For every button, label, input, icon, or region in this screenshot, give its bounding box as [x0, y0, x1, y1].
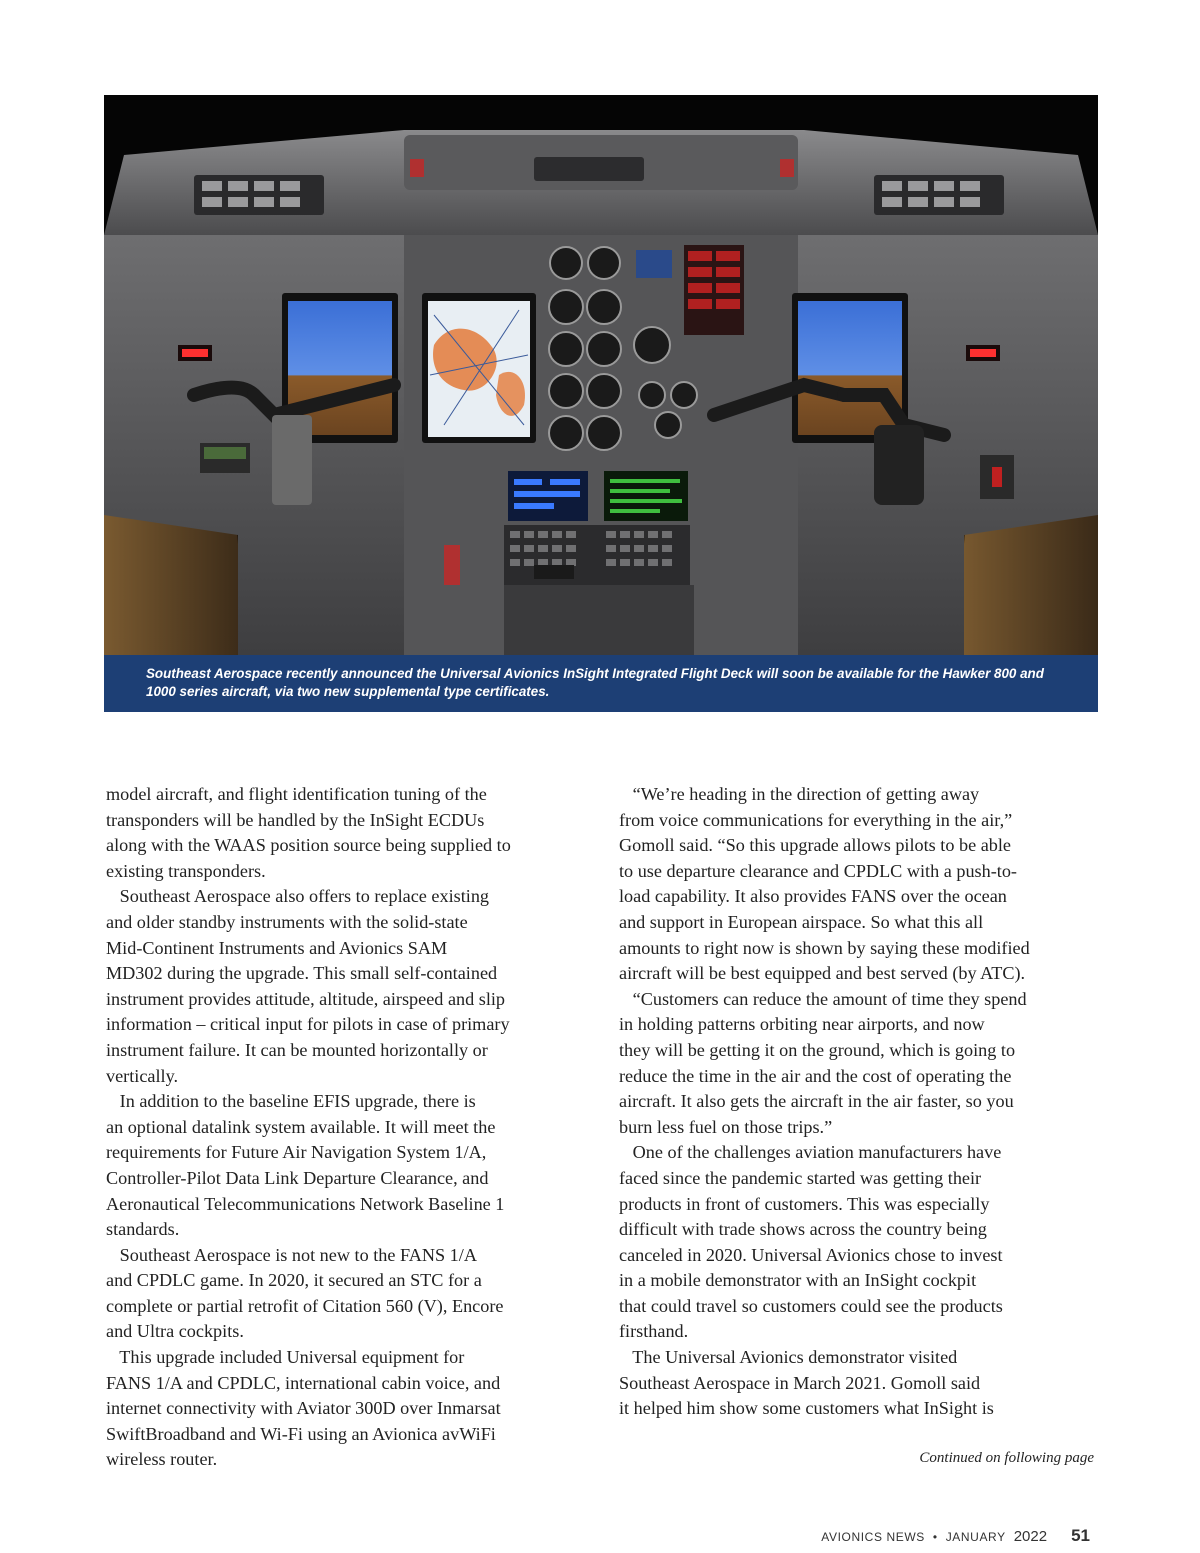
text-line: “We’re heading in the direction of getting away: [619, 784, 980, 804]
text-line: internet connectivity with Aviator 300D over Inmarsat: [106, 1398, 501, 1419]
text-line: canceled in 2020. Universal Avionics chose to invest: [619, 1244, 1003, 1265]
continued-note: Continued on following page: [919, 1450, 1094, 1466]
text-line: load capability. It also provides FANS over the ocean: [619, 886, 1007, 907]
text-line: burn less fuel on those trips.”: [619, 1116, 833, 1137]
text-line: in a mobile demonstrator with an InSight cockpit: [619, 1270, 977, 1291]
caption-line: 1000 series aircraft, via two new supplemental type certificates.: [146, 684, 550, 699]
text-line: and CPDLC game. In 2020, it secured an STC for a: [106, 1270, 482, 1291]
text-line: Mid-Continent Instruments and Avionics SAM: [106, 937, 448, 958]
publication-name: AVIONICS NEWS: [821, 1530, 925, 1544]
text-line: faced since the pandemic started was getting their: [619, 1167, 982, 1188]
text-line: an optional datalink system available. It will meet the: [106, 1116, 496, 1137]
text-line: transponders will be handled by the InSight ECDUs: [106, 809, 485, 830]
text-line: it helped him show some customers what InSight is: [619, 1398, 994, 1419]
page-number: 51: [1071, 1526, 1090, 1545]
text-line: In addition to the baseline EFIS upgrade, there is: [106, 1091, 476, 1112]
text-line: and support in European airspace. So what this all: [619, 911, 984, 932]
text-line: Gomoll said. “So this upgrade allows pilots to be able: [619, 835, 1011, 856]
text-line: standards.: [106, 1219, 180, 1240]
text-line: in holding patterns orbiting near airports, and now: [619, 1014, 985, 1035]
text-line: Controller-Pilot Data Link Departure Clearance, and: [106, 1167, 489, 1188]
text-line: they will be getting it on the ground, which is going to: [619, 1039, 1016, 1060]
text-line: complete or partial retrofit of Citation 560 (V), Encore: [106, 1295, 504, 1316]
text-line: along with the WAAS position source being supplied to: [106, 835, 511, 856]
text-line: vertically.: [106, 1065, 179, 1086]
text-line: wireless router.: [106, 1449, 218, 1470]
issue-month: JANUARY: [945, 1530, 1006, 1544]
article-column-left: [106, 782, 584, 1473]
photo-caption: [104, 655, 1098, 712]
text-line: “Customers can reduce the amount of time they spend: [619, 988, 1027, 1009]
cockpit-photo: [104, 95, 1098, 655]
text-line: to use departure clearance and CPDLC with a push-to-: [619, 860, 1017, 881]
text-line: firsthand.: [619, 1321, 689, 1342]
text-line: instrument provides attitude, altitude, airspeed and slip: [106, 988, 506, 1009]
text-line: instrument failure. It can be mounted horizontally or: [106, 1039, 488, 1060]
text-line: The Universal Avionics demonstrator visited: [619, 1347, 958, 1368]
text-line: information – critical input for pilots in case of primary: [106, 1014, 510, 1035]
text-line: Aeronautical Telecommunications Network Baseline 1: [106, 1193, 505, 1214]
text-line: model aircraft, and flight identification tuning of the: [106, 784, 487, 804]
text-line: requirements for Future Air Navigation System 1/A,: [106, 1142, 487, 1163]
text-line: existing transponders.: [106, 860, 266, 881]
footer-separator: •: [932, 1530, 938, 1544]
text-line: and older standby instruments with the solid-state: [106, 911, 468, 932]
caption-line: Southeast Aerospace recently announced the Universal Avionics InSight Integrated Flight Deck will soon be available for the Hawker 800 and: [146, 666, 1044, 681]
text-line: Southeast Aerospace in March 2021. Gomoll said: [619, 1372, 981, 1393]
text-line: FANS 1/A and CPDLC, international cabin voice, and: [106, 1372, 501, 1393]
issue-year: 2022: [1013, 1528, 1048, 1545]
text-line: MD302 during the upgrade. This small self-contained: [106, 963, 498, 984]
cockpit-illustration: [104, 95, 1098, 655]
text-line: products in front of customers. This was especially: [619, 1193, 990, 1214]
text-line: aircraft. It also gets the aircraft in the air faster, so you: [619, 1091, 1014, 1112]
text-line: reduce the time in the air and the cost of operating the: [619, 1065, 1012, 1086]
text-line: This upgrade included Universal equipment for: [106, 1347, 465, 1368]
article-column-right: [619, 782, 1101, 1422]
text-line: Southeast Aerospace is not new to the FANS 1/A: [106, 1244, 477, 1265]
text-line: SwiftBroadband and Wi-Fi using an Avionica avWiFi: [106, 1423, 496, 1444]
text-line: that could travel so customers could see the products: [619, 1295, 1003, 1316]
page-footer: [821, 1526, 1090, 1546]
text-line: amounts to right now is shown by saying these modified: [619, 937, 1030, 958]
text-line: aircraft will be best equipped and best served (by ATC).: [619, 963, 1026, 984]
text-line: Southeast Aerospace also offers to replace existing: [106, 886, 490, 907]
text-line: One of the challenges aviation manufacturers have: [619, 1142, 1002, 1163]
text-line: from voice communications for everything in the air,”: [619, 809, 1013, 830]
text-line: difficult with trade shows across the country being: [619, 1219, 987, 1240]
text-line: and Ultra cockpits.: [106, 1321, 244, 1342]
